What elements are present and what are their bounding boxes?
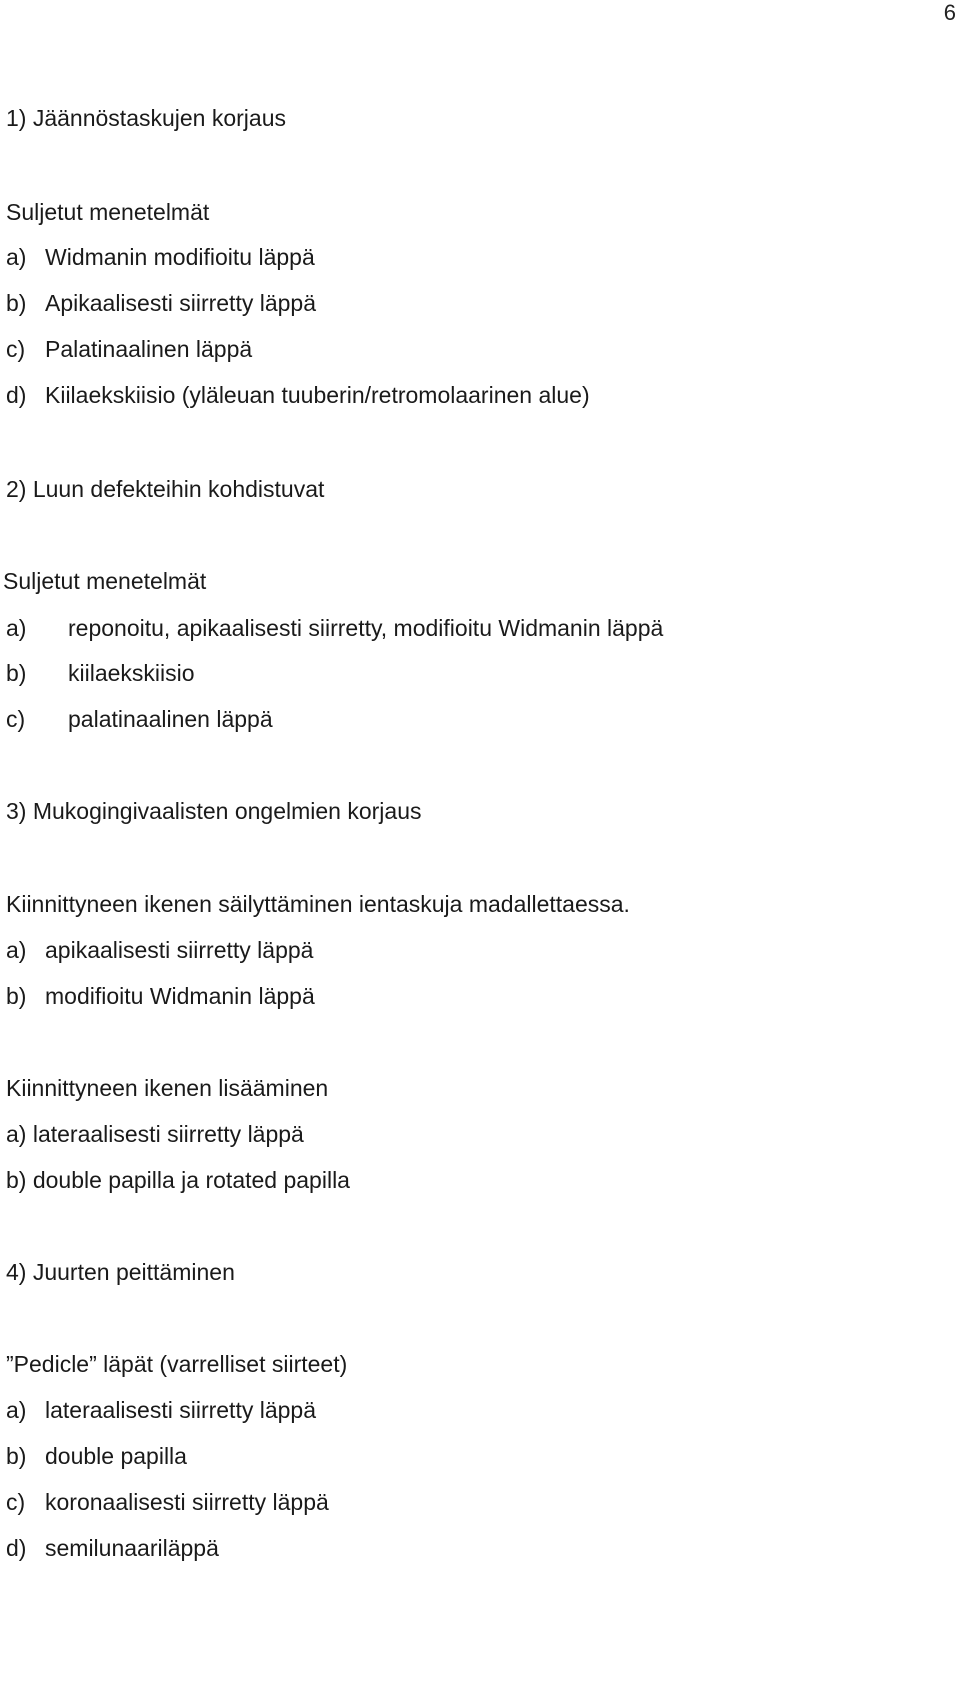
list-item-label: b) <box>6 983 27 1009</box>
list-item-label: a) <box>6 615 27 641</box>
list-item-text: double papilla ja rotated papilla <box>32 1167 350 1193</box>
list-item-text: kiilaekskiisio <box>68 660 195 686</box>
list-item-label: a) <box>6 1121 27 1147</box>
list-item <box>6 1488 329 1516</box>
list-item <box>6 1166 350 1194</box>
list-item-label: d) <box>6 382 27 408</box>
list-item-text: reponoitu, apikaalisesti siirretty, modifioitu Widmanin läppä <box>68 615 664 641</box>
list-item <box>6 1396 316 1424</box>
list-item-text: Palatinaalinen läppä <box>45 336 253 362</box>
section-3-subheading-increase: Kiinnittyneen ikenen lisääminen <box>6 1075 329 1101</box>
section-1-subheading: Suljetut menetelmät <box>6 199 210 225</box>
list-item-label: c) <box>6 336 26 362</box>
list-item-text: double papilla <box>45 1443 187 1469</box>
list-item <box>6 381 590 409</box>
list-item-text: koronaalisesti siirretty läppä <box>45 1489 329 1515</box>
list-item-label: d) <box>6 1535 27 1561</box>
list-item-text: lateraalisesti siirretty läppä <box>45 1397 317 1423</box>
list-item-text: Kiilaekskiisio (yläleuan tuuberin/retromolaarinen alue) <box>45 382 590 408</box>
list-item <box>6 1120 304 1148</box>
list-item <box>6 289 316 317</box>
list-item-text: modifioitu Widmanin läppä <box>45 983 315 1009</box>
list-item <box>6 705 273 733</box>
section-4-subheading: ”Pedicle” läpät (varrelliset siirteet) <box>6 1351 348 1377</box>
section-3-heading: 3) Mukogingivaalisten ongelmien korjaus <box>6 798 422 824</box>
section-1-heading: 1) Jäännöstaskujen korjaus <box>6 105 286 131</box>
list-item <box>6 982 315 1010</box>
list-item-label: b) <box>6 1167 27 1193</box>
list-item <box>6 614 663 642</box>
list-item-text: apikaalisesti siirretty läppä <box>45 937 314 963</box>
list-item <box>6 936 313 964</box>
list-item-label: c) <box>6 1489 26 1515</box>
list-item <box>6 243 315 271</box>
list-item <box>6 1442 187 1470</box>
list-item-label: a) <box>6 1397 27 1423</box>
section-2-subheading: Suljetut menetelmät <box>3 568 207 594</box>
section-3-subheading-retain: Kiinnittyneen ikenen säilyttäminen ientaskuja madallettaessa. <box>6 891 630 917</box>
list-item-label: b) <box>6 1443 27 1469</box>
list-item-text: semilunaariläppä <box>45 1535 219 1561</box>
list-item-text: Apikaalisesti siirretty läppä <box>45 290 317 316</box>
list-item <box>6 659 195 687</box>
section-4-heading: 4) Juurten peittäminen <box>6 1259 235 1285</box>
list-item-text: palatinaalinen läppä <box>68 706 273 732</box>
list-item <box>6 1534 219 1562</box>
list-item-text: lateraalisesti siirretty läppä <box>32 1121 304 1147</box>
section-2-heading: 2) Luun defekteihin kohdistuvat <box>6 476 325 502</box>
list-item-text: Widmanin modifioitu läppä <box>45 244 315 270</box>
list-item-label: a) <box>6 937 27 963</box>
list-item <box>6 335 252 363</box>
list-item-label: b) <box>6 290 27 316</box>
list-item-label: b) <box>6 660 27 686</box>
page-number: 6 <box>943 0 956 25</box>
list-item-label: c) <box>6 706 26 732</box>
list-item-label: a) <box>6 244 27 270</box>
